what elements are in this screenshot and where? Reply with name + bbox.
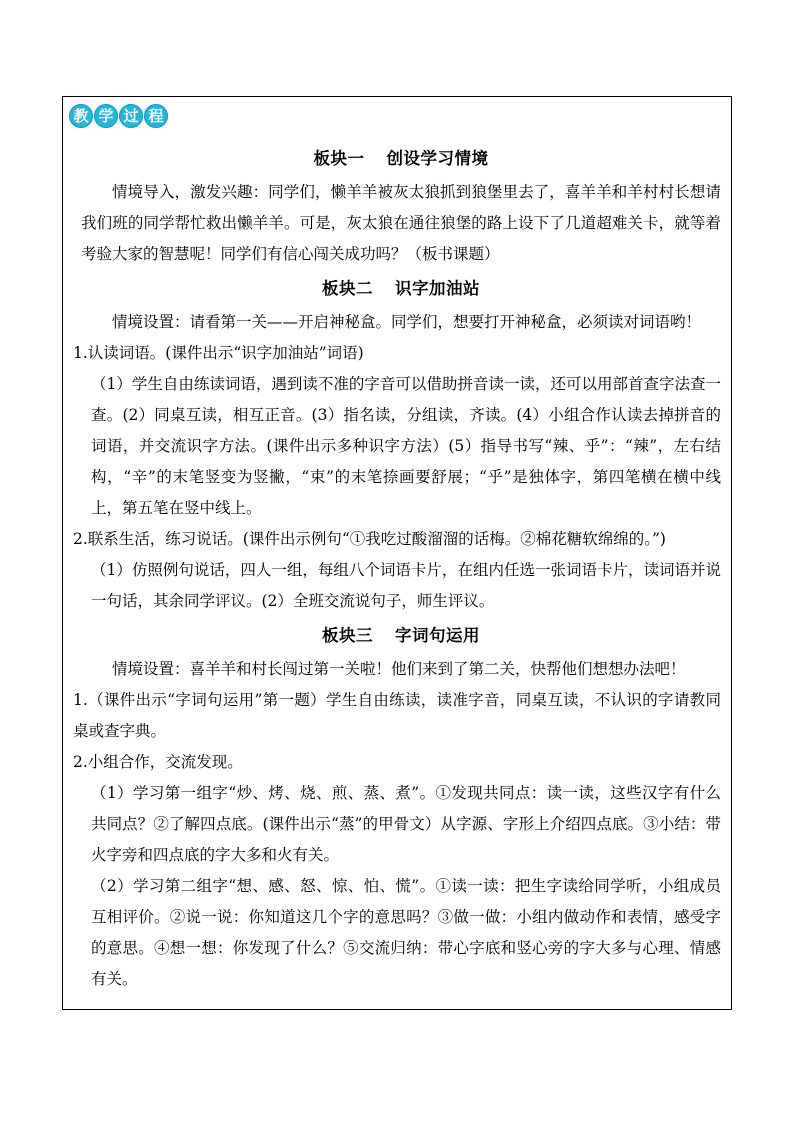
section-number: 板块三 bbox=[322, 626, 373, 645]
section-heading-1 bbox=[81, 140, 721, 177]
section-number: 板块二 bbox=[322, 279, 373, 298]
section3-item-2-detail-2: （2）学习第二组字“想、感、怒、惊、怕、慌”。①读一读：把生字读给同学听，小组成员互相评价。②说一说：你知道这几个字的意思吗？③做一做：小组内做动作和表情，感受字的意思。④想一想：你发现了什么？⑤交流归纳：带心字底和竖心旁的字大多与心理、情感有关。 bbox=[91, 877, 721, 988]
section-heading-2 bbox=[81, 270, 721, 307]
section1-paragraph: 情境导入，激发兴趣：同学们，懒羊羊被灰太狼抓到狼堡里去了，喜羊羊和羊村村长想请我们班的同学帮忙救出懒羊羊。可是，灰太狼在通往狼堡的路上设下了几道超难关卡，就等着考验大家的智慧呢！同学们有信心闯关成功吗？（板书课题） bbox=[81, 183, 721, 263]
section-heading-3 bbox=[81, 617, 721, 654]
section3-item-2-detail-1: （1）学习第一组字“炒、烤、烧、煎、蒸、煮”。①发现共同点：读一读，这些汉字有什么共同点？②了解四点底。(课件出示“蒸”的甲骨文）从字源、字形上介绍四点底。③小结：带火字旁和四点底的字大多和火有关。 bbox=[91, 784, 721, 864]
section-title: 字词句运用 bbox=[395, 626, 480, 645]
badge-char: 学 bbox=[94, 104, 118, 128]
section-title: 识字加油站 bbox=[395, 279, 480, 298]
badge-char: 教 bbox=[69, 104, 93, 128]
badge-char: 程 bbox=[144, 104, 168, 128]
lesson-plan-frame bbox=[62, 96, 732, 1010]
section3-item-1: 1.（课件出示“字词句运用”第一题）学生自由练读，读准字音，同桌互读，不认识的字请教同桌或查字典。 bbox=[73, 691, 721, 740]
section-title: 创设学习情境 bbox=[386, 149, 489, 168]
section2-item-1: 1.认读词语。(课件出示“识字加油站”词语) bbox=[73, 344, 364, 362]
section2-intro: 情境设置：请看第一关——开启神秘盒。同学们，想要打开神秘盒，必须读对词语哟！ bbox=[112, 313, 702, 331]
teaching-process-badge bbox=[69, 103, 168, 128]
section-number: 板块一 bbox=[313, 149, 365, 168]
badge-char: 过 bbox=[119, 104, 143, 128]
section2-item-1-detail: （1）学生自由练读词语，遇到读不准的字音可以借助拼音读一读，还可以用部首查字法查一查。(2）同桌互读，相互正音。(3）指名读，分组读，齐读。(4）小组合作认读去掉拼音的词语，并交流识字方法。(课件出示多种识字方法）(5）指导书写“辣、乎”：“辣”，左右结构，“辛”的末笔竖变为竖撇，“束”的末笔捺画要舒展；“乎”是独体字，第四笔横在横中线上，第五笔在竖中线上。 bbox=[91, 375, 721, 517]
lesson-content bbox=[73, 140, 721, 995]
section2-item-2: 2.联系生活，练习说话。(课件出示例句“①我吃过酸溜溜的话梅。②棉花糖软绵绵的。”) bbox=[73, 530, 666, 548]
section3-intro: 情境设置：喜羊羊和村长闯过第一关啦！他们来到了第二关，快帮他们想想办法吧！ bbox=[112, 660, 686, 678]
section2-item-2-detail: （1）仿照例句说话，四人一组，每组八个词语卡片，在组内任选一张词语卡片，读词语并说一句话，其余同学评议。(2）全班交流说句子，师生评议。 bbox=[91, 561, 721, 610]
section3-item-2: 2.小组合作，交流发现。 bbox=[73, 753, 243, 771]
